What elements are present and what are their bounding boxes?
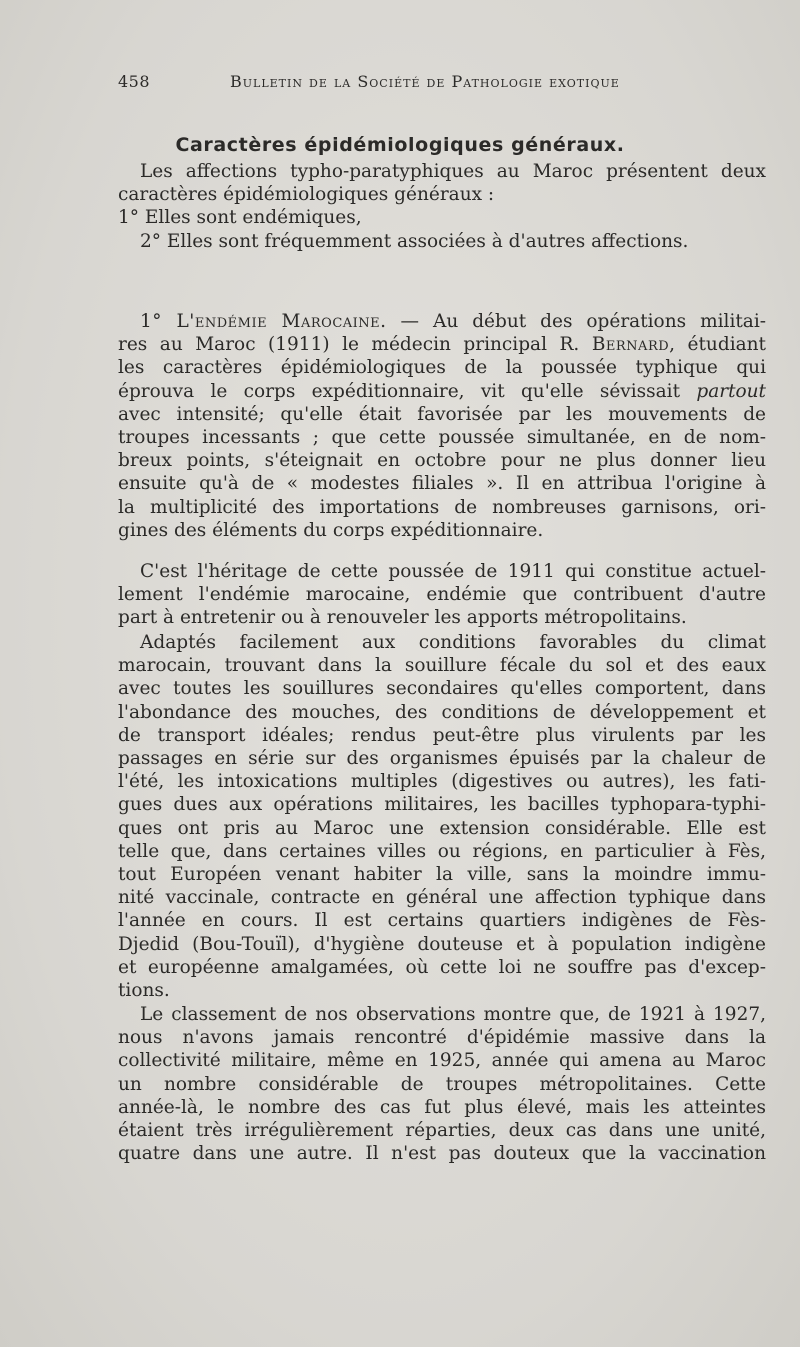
paragraph-heritage bbox=[118, 560, 766, 630]
text-line: éprouva le corps expéditionnaire, vit qu'elle sévissait partout bbox=[118, 380, 766, 402]
italic-word: partout bbox=[696, 380, 766, 402]
paragraph-classement bbox=[118, 1003, 766, 1165]
section-title: Caractères épidémiologiques généraux. bbox=[175, 134, 625, 156]
text-line: étaient très irrégulièrement réparties, deux cas dans une unité, bbox=[118, 1120, 766, 1142]
page-number: 458 bbox=[118, 72, 151, 91]
text-line: nous n'avons jamais rencontré d'épidémie massive dans la bbox=[118, 1027, 766, 1049]
text-line: un nombre considérable de troupes métropolitaines. Cette bbox=[118, 1073, 766, 1095]
text-line: 1° L'endémie Marocaine. — Au début des opérations militai- bbox=[140, 311, 766, 332]
text-line: part à entretenir ou à renouveler les apports métropolitains. bbox=[118, 607, 687, 629]
text-line: avec intensité; qu'elle était favorisée par les mouvements de bbox=[118, 403, 766, 425]
running-title: Bulletin de la Société de Pathologie exotique bbox=[230, 72, 620, 91]
text-line: quatre dans une autre. Il n'est pas douteux que la vaccination bbox=[118, 1143, 766, 1165]
text-line: tout Européen venant habiter la ville, sans la moindre immu- bbox=[118, 864, 766, 886]
text-line: ques ont pris au Maroc une extension considérable. Elle est bbox=[118, 817, 766, 839]
text-line: breux points, s'éteignait en octobre pour ne plus donner lieu bbox=[118, 450, 766, 472]
text-line: nité vaccinale, contracte en général une affection typhique dans bbox=[118, 887, 766, 909]
text-line: tions. bbox=[118, 980, 170, 1002]
intro-paragraph bbox=[118, 160, 766, 253]
text-line: la multiplicité des importations de nombreuses garnisons, ori- bbox=[118, 496, 766, 518]
text-line: gines des éléments du corps expéditionnaire. bbox=[118, 519, 544, 541]
text-line: année-là, le nombre des cas fut plus élevé, mais les atteintes bbox=[118, 1096, 766, 1118]
text-line: les caractères épidémiologiques de la poussée typhique qui bbox=[118, 357, 766, 379]
text-line: Djedid (Bou-Touïl), d'hygiène douteuse et à population indigène bbox=[118, 933, 766, 955]
text-line: troupes incessants ; que cette poussée simultanée, en de nom- bbox=[118, 427, 766, 449]
text-line: Le classement de nos observations montre que, de 1921 à 1927, bbox=[140, 1004, 766, 1025]
text-line: collectivité militaire, même en 1925, année qui amena au Maroc bbox=[118, 1050, 766, 1072]
text-line: gues dues aux opérations militaires, les bacilles typhopara-typhi- bbox=[118, 794, 766, 816]
list-item: 2° Elles sont fréquemment associées à d'autres affections. bbox=[140, 230, 689, 252]
text-line: et européenne amalgamées, où cette loi ne souffre pas d'excep- bbox=[118, 956, 766, 978]
text-line: l'été, les intoxications multiples (digestives ou autres), les fati- bbox=[118, 771, 766, 793]
section-endemie-marocaine bbox=[118, 310, 766, 542]
author-name: Bernard bbox=[591, 334, 670, 356]
text-line: l'année en cours. Il est certains quartiers indigènes de Fès- bbox=[118, 910, 766, 932]
text-line: avec toutes les souillures secondaires qu'elles comportent, dans bbox=[118, 678, 766, 700]
text-line: l'abondance des mouches, des conditions de développement et bbox=[118, 701, 766, 723]
text-line: marocain, trouvant dans la souillure fécale du sol et des eaux bbox=[118, 655, 766, 677]
text-line: Les affections typho-paratyphiques au Maroc présentent deux bbox=[140, 161, 766, 182]
text-line: passages en série sur des organismes épuisés par la chaleur de bbox=[118, 748, 766, 770]
text-line: Adaptés facilement aux conditions favorables du climat bbox=[140, 632, 766, 653]
text-line: caractères épidémiologiques généraux : bbox=[118, 184, 495, 206]
paragraph-adaptes bbox=[118, 631, 766, 1002]
subsection-heading: 1° L'endémie Marocaine. bbox=[140, 311, 387, 332]
text-line: ensuite qu'à de « modestes filiales ». Il en attribua l'origine à bbox=[118, 473, 766, 495]
text-line: lement l'endémie marocaine, endémie que contribuent d'autre bbox=[118, 584, 766, 606]
list-item: 1° Elles sont endémiques, bbox=[118, 207, 362, 229]
text-line: res au Maroc (1911) le médecin principal R. Bernard, étudiant bbox=[118, 334, 766, 356]
text-line: telle que, dans certaines villes ou régions, en particulier à Fès, bbox=[118, 840, 766, 862]
text-line: de transport idéales; rendus peut-être plus virulents par les bbox=[118, 724, 766, 746]
text-line: C'est l'héritage de cette poussée de 1911 qui constitue actuel- bbox=[140, 561, 766, 582]
